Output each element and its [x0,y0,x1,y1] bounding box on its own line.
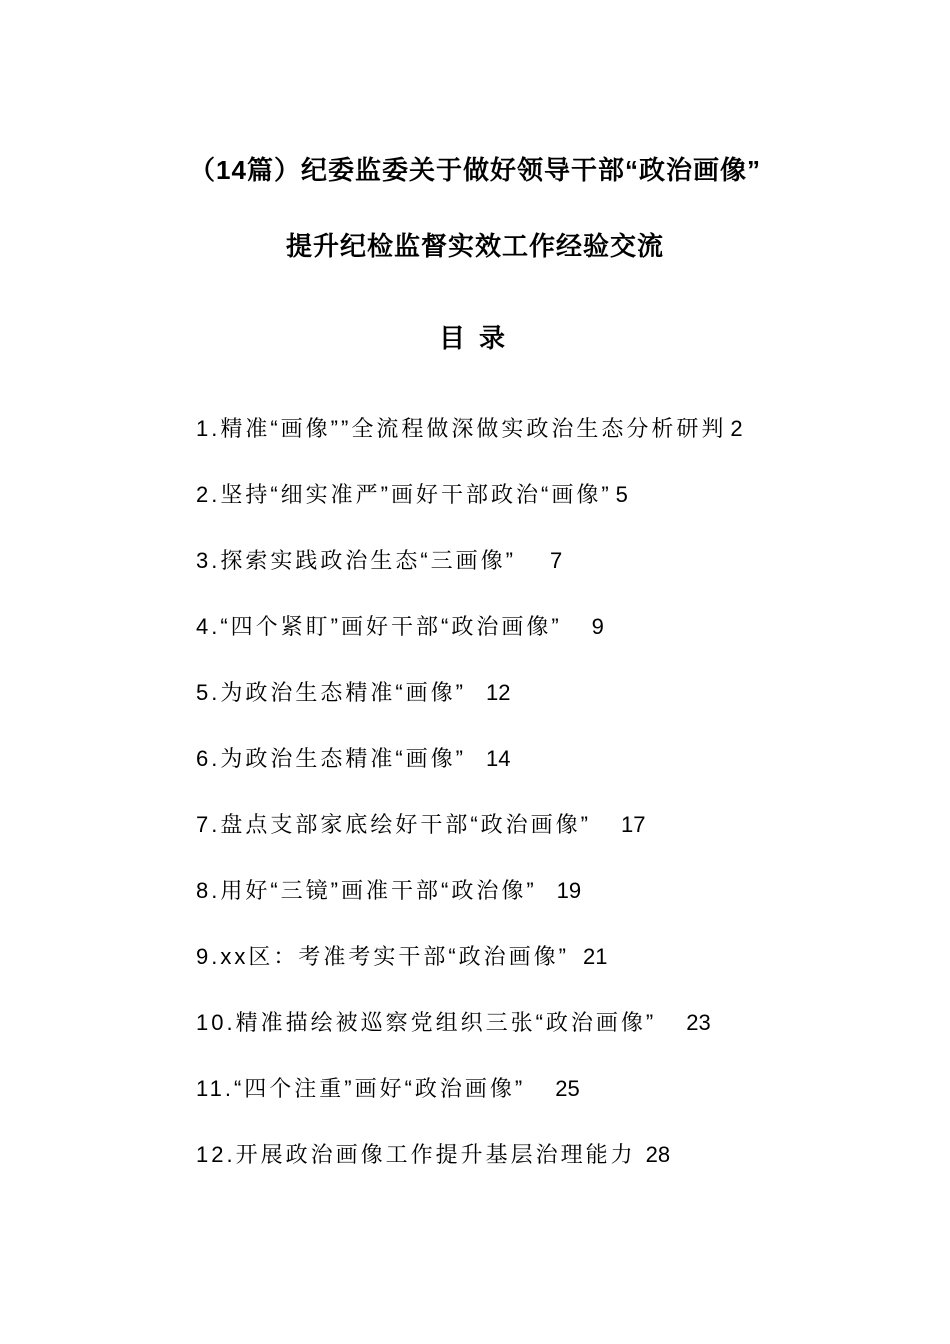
toc-item[interactable] [196,808,743,874]
toc-item-page: 25 [555,1076,580,1101]
document-title-line2: 提升纪检监督实效工作经验交流 [285,231,664,261]
document-title-line1: （14篇）纪委监委关于做好领导干部“政治画像” [189,155,761,185]
toc-item[interactable] [196,478,743,544]
toc-item-page: 28 [645,1142,671,1167]
toc-item[interactable] [196,544,743,610]
toc-heading: 目录 [438,323,519,353]
toc-item-title: 1.精准“画像””全流程做深做实政治生态分析研判 [196,416,727,441]
toc-item[interactable] [196,610,743,676]
toc-item-title: 7.盘点支部家底绘好干部“政治画像” [196,812,592,837]
toc-item-title: 6.为政治生态精准“画像” [196,746,467,771]
toc-item[interactable] [196,742,743,808]
toc-item-page: 23 [686,1010,711,1035]
toc-item-title: 9.xx区：考准考实干部“政治画像” [196,944,570,969]
toc-item-page: 9 [591,614,604,639]
toc-item-title: 5.为政治生态精准“画像” [196,680,467,705]
toc-item[interactable] [196,874,743,940]
toc-item-title: 12.开展政治画像工作提升基层治理能力 [196,1142,636,1167]
toc-item-page: 14 [486,746,511,771]
toc-item-page: 19 [556,878,582,903]
toc-item[interactable] [196,1006,743,1072]
toc-item-page: 12 [486,680,511,705]
toc-item-page: 7 [550,548,563,573]
toc-item[interactable] [196,940,743,1006]
toc-item-title: 8.用好“三镜”画准干部“政治像” [196,878,537,903]
toc-item[interactable] [196,1138,743,1204]
toc-item-page: 2 [730,416,743,441]
toc-item-title: 11.“四个注重”画好“政治画像” [196,1076,526,1101]
toc-item-title: 4.“四个紧盯”画好干部“政治画像” [196,614,562,639]
toc-item[interactable] [196,412,743,478]
toc-item-page: 5 [615,482,628,507]
toc-item-page: 21 [583,944,608,969]
toc-item-title: 2.坚持“细实准严”画好干部政治“画像” [196,482,612,507]
toc-item[interactable] [196,1072,743,1138]
table-of-contents [196,412,743,1204]
toc-item-title: 3.探索实践政治生态“三画像” [196,548,517,573]
toc-item-page: 17 [621,812,646,837]
toc-item[interactable] [196,676,743,742]
toc-item-title: 10.精准描绘被巡察党组织三张“政治画像” [196,1010,657,1035]
